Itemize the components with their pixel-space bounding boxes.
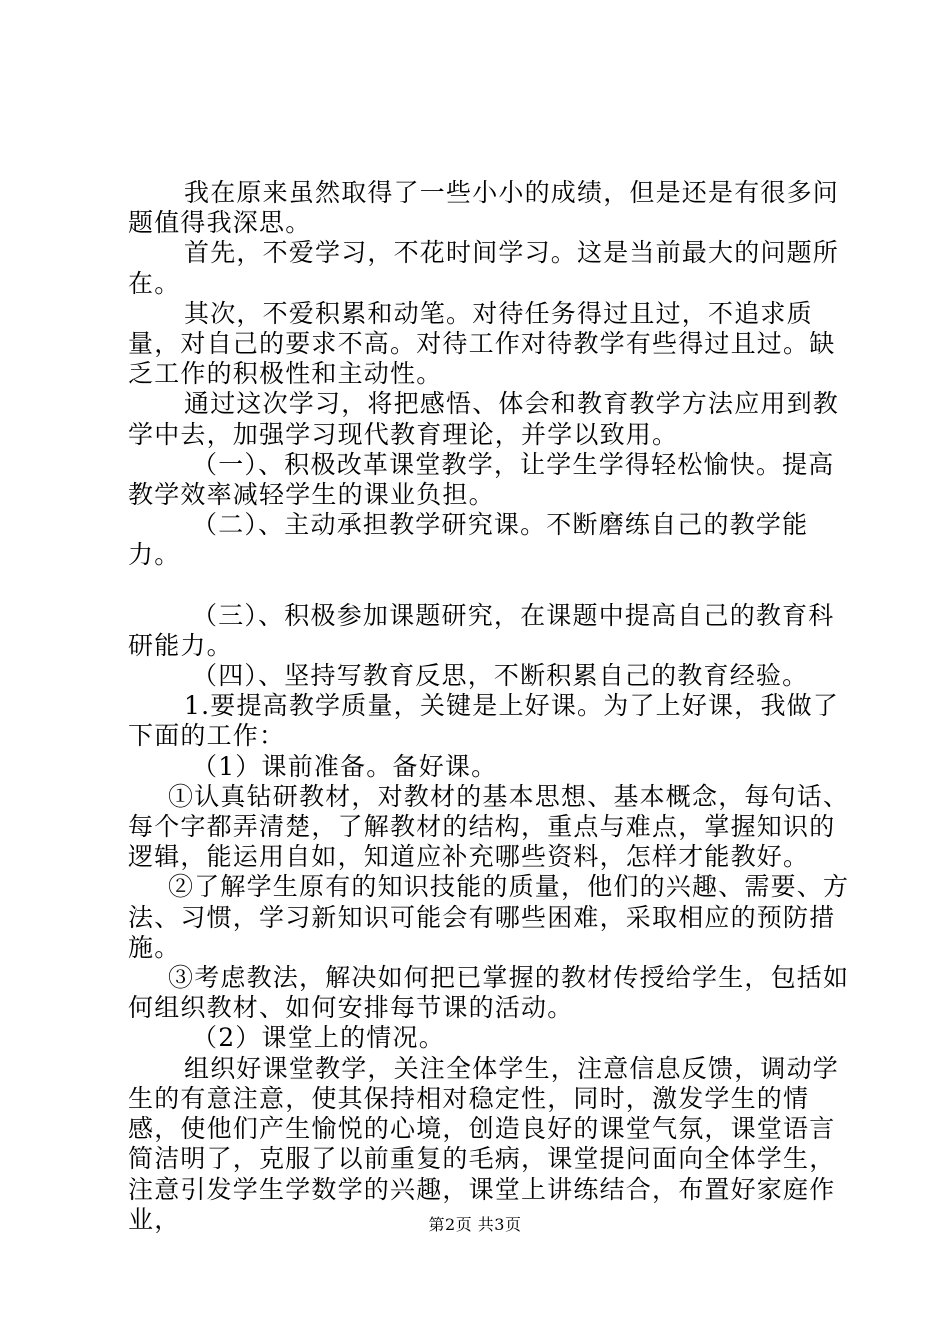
paragraph-classroom-detail: 组织好课堂教学，关注全体学生，注意信息反馈，调动学生的有意注意，使其保持相对稳定性，同时，激发学生的情感，使他们产生愉悦的心境，创造良好的课堂气氛，课堂语言简洁明了，克服了以前重复的毛病，课堂提问面向全体学生，注意引发学生学数学的兴趣，课堂上讲练结合，布置好家庭作业， — [128, 1053, 840, 1234]
blank-line — [128, 571, 850, 601]
paragraph-item-four: （四）、坚持写教育反思，不断积累自己的教育经验。 — [192, 661, 809, 691]
paragraph-item-one: （一）、积极改革课堂教学，让学生学得轻松愉快。提高教学效率减轻学生的课业负担。 — [128, 449, 835, 510]
paragraph-learning-plan: 通过这次学习，将把感悟、体会和教育教学方法应用到教学中去，加强学习现代教育理论，并学以致用。 — [128, 389, 840, 449]
paragraph-problem-second: 其次，不爱积累和动笔。对待任务得过且过，不追求质量，对自己的要求不高。对待工作对待教学有些得过且过。缺乏工作的积极性和主动性。 — [128, 298, 836, 389]
paragraph-teaching-quality: 1.要提高教学质量，关键是上好课。为了上好课，我做了下面的工作： — [128, 691, 840, 751]
paragraph-classroom-heading: （2）课堂上的情况。 — [192, 1023, 445, 1053]
paragraph-lesson-prep: （1）课前准备。备好课。 — [192, 751, 498, 781]
paragraph-prep-step-one: ①认真钻研教材，对教材的基本思想、基本概念，每句话、每个字都弄清楚，了解教材的结构，重点与难点，掌握知识的逻辑，能运用自如，知道应补充哪些资料，怎样才能教好。 — [128, 781, 850, 872]
paragraph-prep-step-three: ③考虑教法，解决如何把已掌握的教材传授给学生，包括如何组织教材、如何安排每节课的活动。 — [128, 963, 850, 1023]
paragraph-item-two: （二）、主动承担教学研究课。不断磨练自己的教学能力。 — [128, 510, 809, 570]
document-body — [128, 178, 850, 1235]
paragraph-item-three: （三）、积极参加课题研究，在课题中提高自己的教育科研能力。 — [128, 600, 835, 660]
paragraph-prep-step-two: ②了解学生原有的知识技能的质量，他们的兴趣、需要、方法、习惯，学习新知识可能会有哪些困难，采取相应的预防措施。 — [128, 872, 850, 962]
paragraph-reflection-intro: 我在原来虽然取得了一些小小的成绩，但是还是有很多问题值得我深思。 — [128, 178, 840, 238]
paragraph-problem-first: 首先，不爱学习，不花时间学习。这是当前最大的问题所在。 — [128, 238, 840, 298]
page-number-footer: 第2页 共3页 — [428, 1215, 522, 1234]
